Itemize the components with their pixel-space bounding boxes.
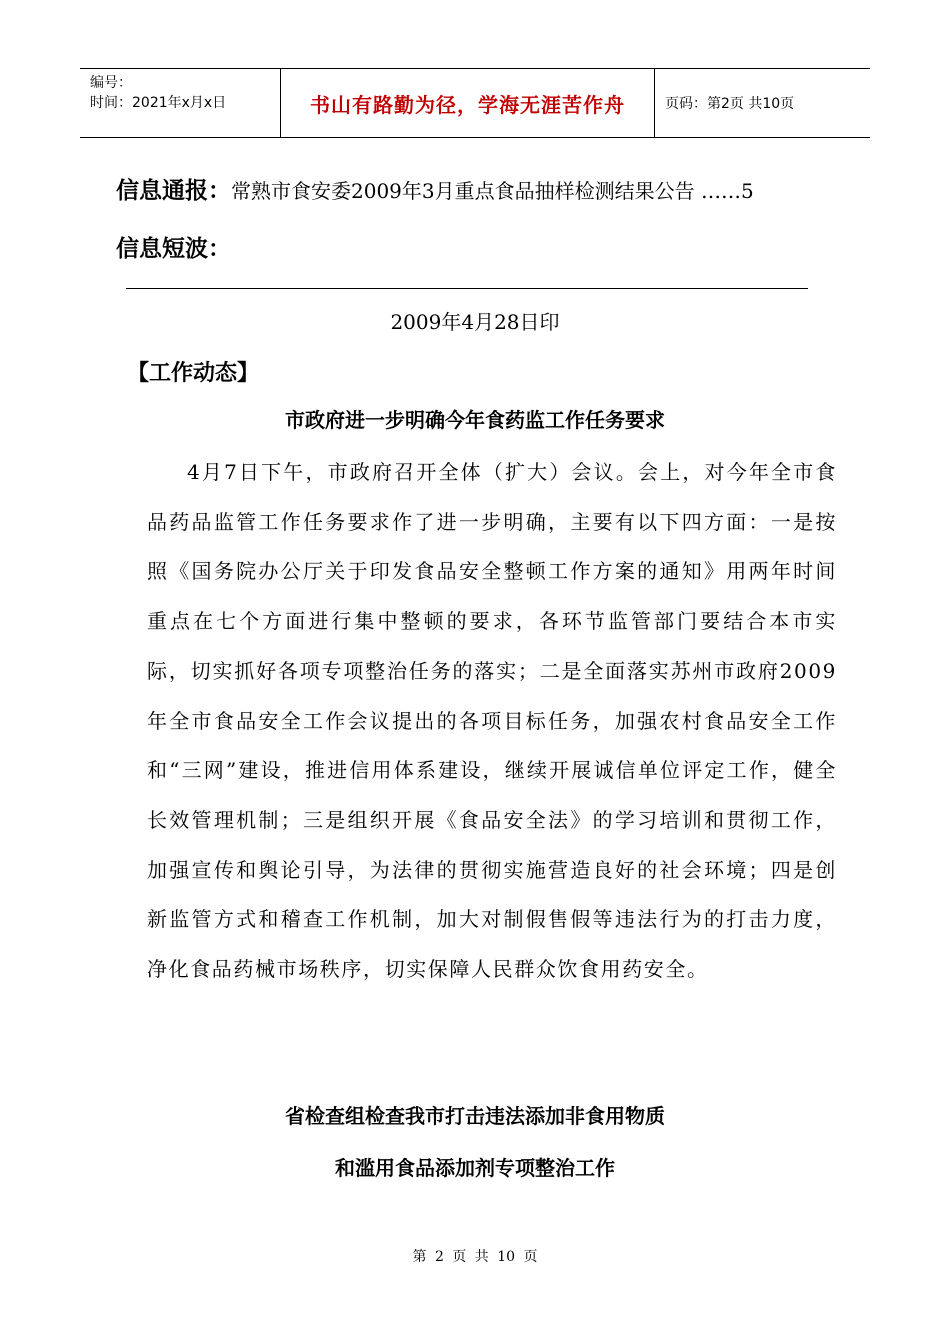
print-date: 2009年4月28日印 [390,310,560,334]
info-bulletin-text: 常熟市食安委2009年3月重点食品抽样检测结果公告 ……5 [231,179,754,203]
article-title: 市政府进一步明确今年食药监工作任务要求 [285,408,665,432]
article2-title-line1: 省检查组检查我市打击违法添加非食用物质 [285,1104,665,1128]
header-motto-cell [280,69,655,137]
page-footer: 第 2 页 共 10 页 [412,1249,538,1265]
header-table [80,68,870,138]
article-body: 4月7日下午，市政府召开全体（扩大）会议。会上，对今年全市食品药品监管工作任务要求作了进一步明确，主要有以下四方面：一是按照《国务院办公厅关于印发食品安全整顿工作方案的通知》用两年时间重点在七个方面进行集中整顿的要求，各环节监管部门要结合本市实际，切实抓好各项专项整治任务的落实；二是全面落实苏州市政府2009年全市食品安全工作会议提出的各项目标任务，加强农村食品安全工作和“三网”建设，推进信用体系建设，继续开展诚信单位评定工作，健全长效管理机制；三是组织开展《食品安全法》的学习培训和贯彻工作，加强宣传和舆论引导，为法律的贯彻实施营造良好的社会环境；四是创新监管方式和稽查工作机制，加大对制假售假等违法行为的打击力度，净化食品药械市场秩序，切实保障人民群众饮食用药安全。 [147,460,837,982]
article2-title-line2: 和滥用食品添加剂专项整治工作 [335,1156,615,1180]
info-bulletin-label: 信息通报： [116,178,231,204]
header-page-cell [655,69,870,137]
divider-rule [126,288,808,289]
info-bulletin-line [116,172,754,205]
header-page-label: 页码：第2页 共10页 [665,96,795,112]
document-time-label: 时间：2021年x月x日 [90,95,227,111]
info-shortwave-line [116,230,231,263]
header-motto: 书山有路勤为径，学海无涯苦作舟 [310,92,625,117]
section-tag: 【工作动态】 [127,361,260,386]
document-number-label: 编号： [90,75,132,91]
info-shortwave-label: 信息短波： [116,236,231,262]
header-meta-cell [80,69,280,137]
